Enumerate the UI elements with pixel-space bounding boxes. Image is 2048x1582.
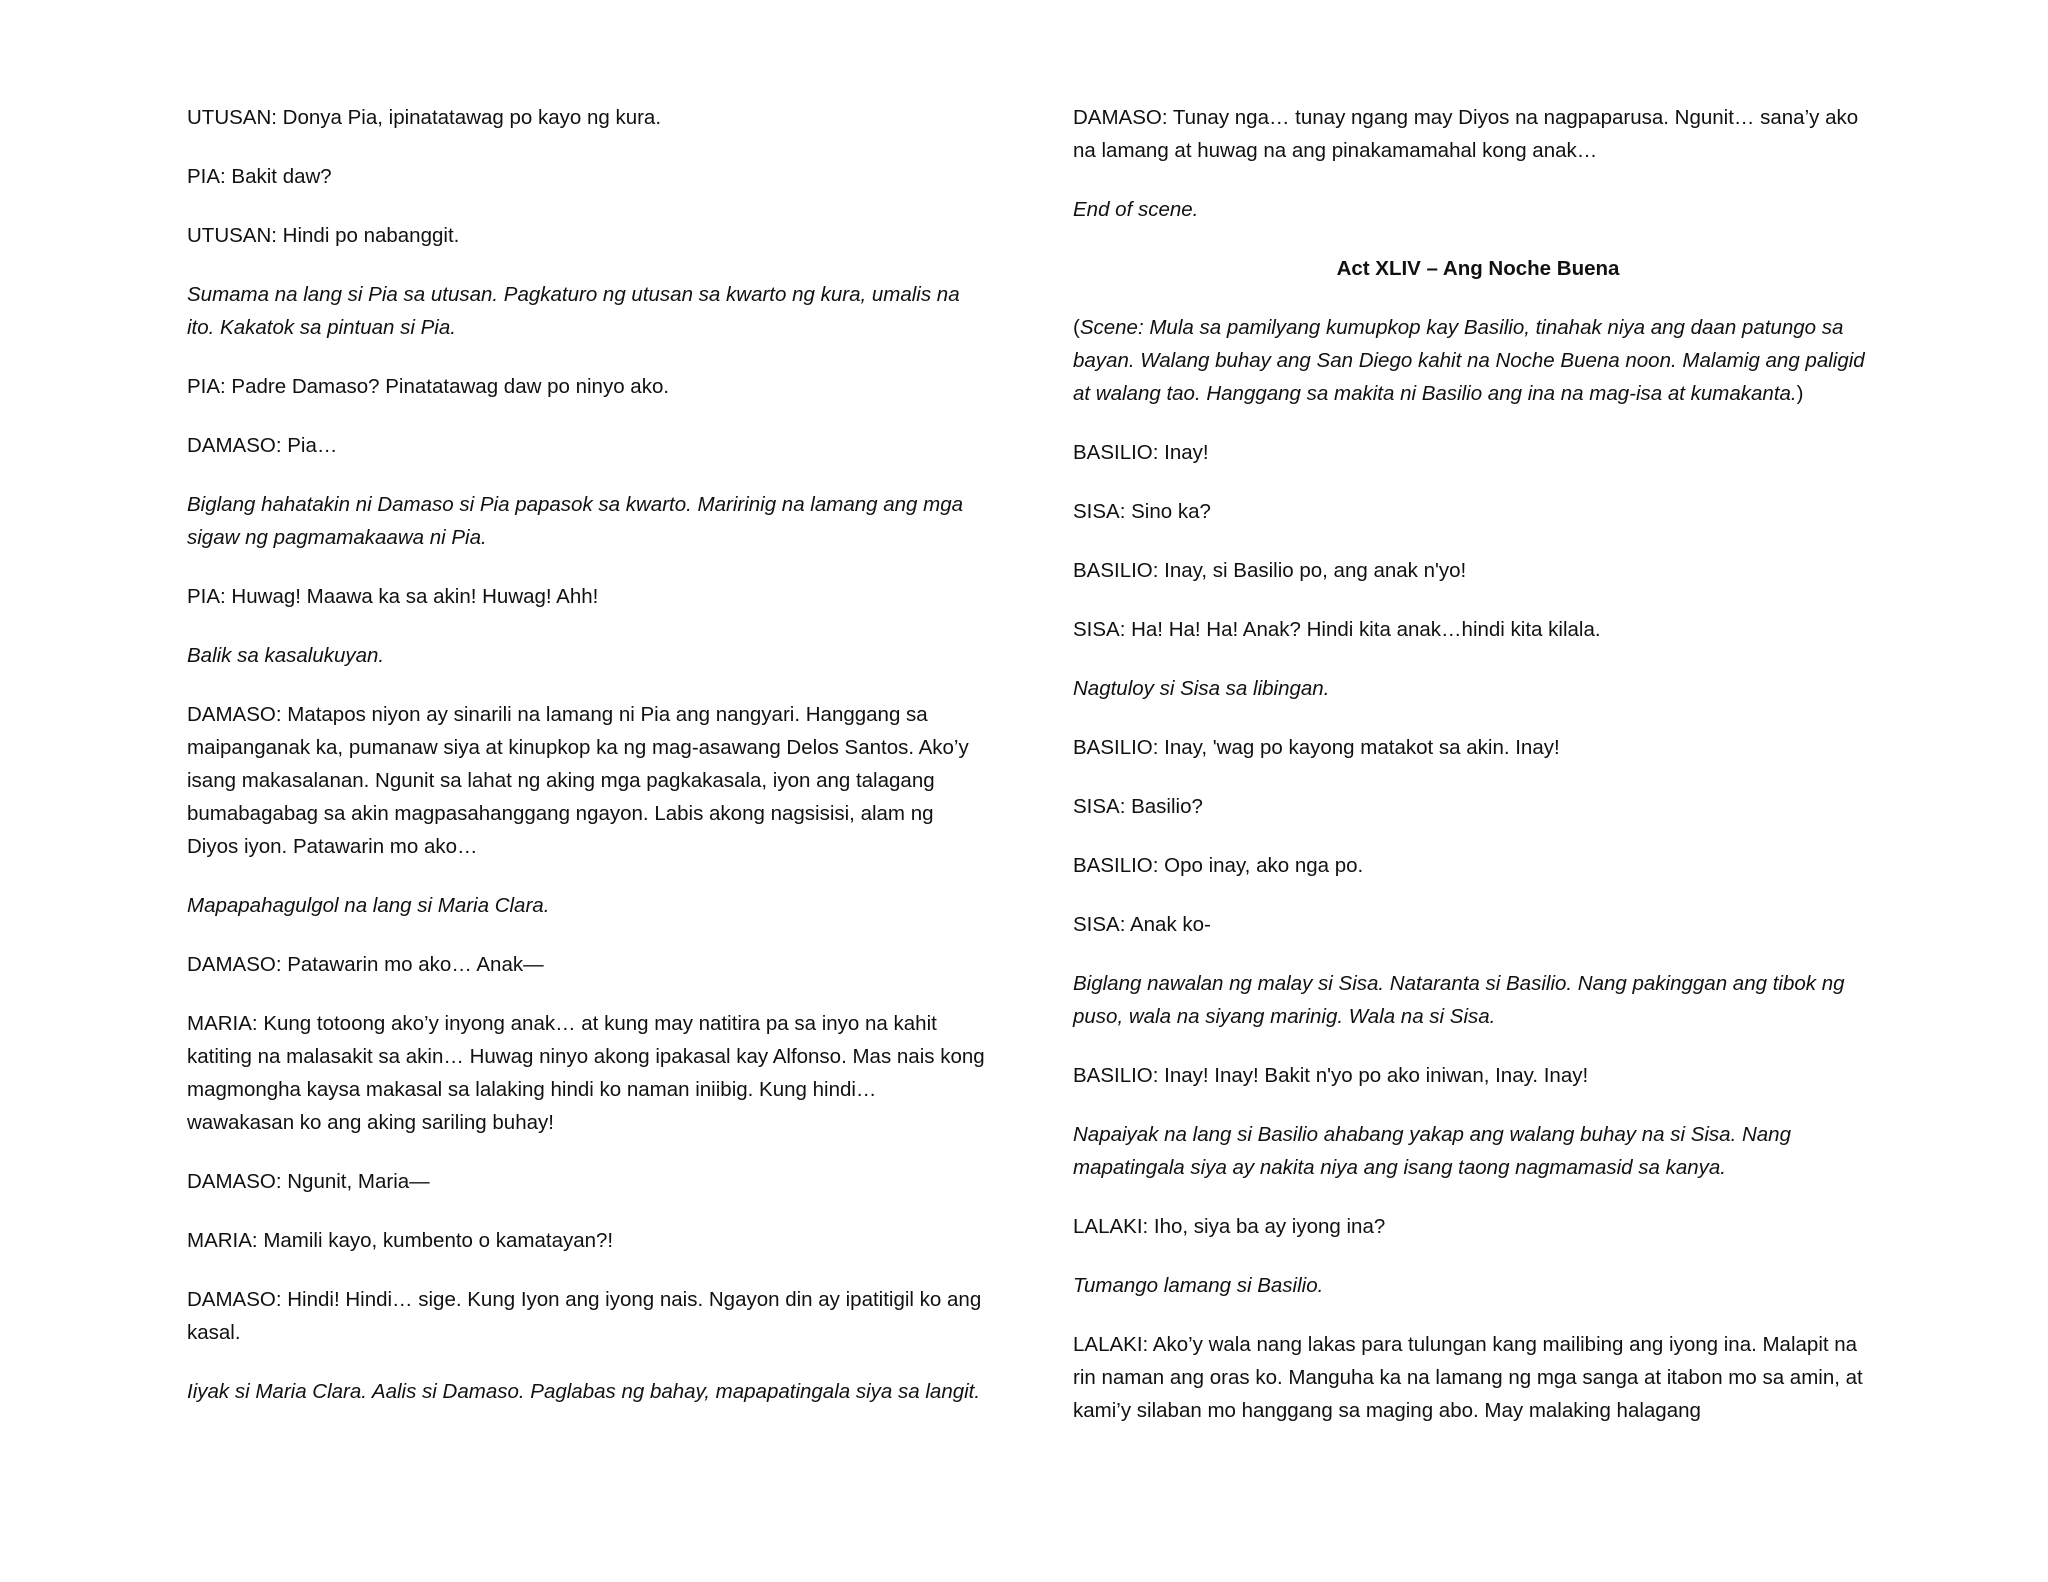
script-line: BASILIO: Opo inay, ako nga po. <box>1073 854 1364 877</box>
script-line: DAMASO: Matapos niyon ay sinarili na lamang ni Pia ang nangyari. Hanggang sa maipanganak ka, pumanaw siya at kinupkop ka ng mag-asawang Delos Santos. Ako’y isang makasalanan. Ngunit sa lahat ng aking mga pagkakasala, iyon ang talagang bumabagabag sa akin magpasahanggang ngayon. Labis akong nagsisisi, alam ng Diyos iyon. Patawarin mo ako… <box>187 703 969 858</box>
script-line: SISA: Sino ka? <box>1073 500 1211 523</box>
stage-direction: Balik sa kasalukuyan. <box>187 644 385 667</box>
stage-direction: Biglang nawalan ng malay si Sisa. Nataranta si Basilio. Nang pakinggan ang tibok ng puso, wala na siyang marinig. Wala na si Sisa. <box>1073 972 1845 1028</box>
script-line: SISA: Anak ko- <box>1073 913 1211 936</box>
script-line: PIA: Huwag! Maawa ka sa akin! Huwag! Ahh! <box>187 585 599 608</box>
stage-direction: End of scene. <box>1073 198 1199 221</box>
script-line: DAMASO: Pia… <box>187 434 338 457</box>
scene-open-paren: ( <box>1073 316 1080 339</box>
script-line: LALAKI: Ako’y wala nang lakas para tulungan kang mailibing ang iyong ina. Malapit na rin naman ang oras ko. Manguha ka na lamang ng mga sanga at itabon mo sa amin, at kami’y silaban mo hanggang sa maging abo. May malaking halagang <box>1073 1333 1863 1422</box>
script-line: PIA: Padre Damaso? Pinatatawag daw po ninyo ako. <box>187 375 670 398</box>
right-column <box>1073 101 1883 1453</box>
left-column <box>187 101 987 1434</box>
stage-direction: Sumama na lang si Pia sa utusan. Pagkaturo ng utusan sa kwarto ng kura, umalis na ito. Kakatok sa pintuan si Pia. <box>187 283 960 339</box>
script-line: BASILIO: Inay, 'wag po kayong matakot sa akin. Inay! <box>1073 736 1560 759</box>
scene-close-paren: ) <box>1796 382 1804 405</box>
stage-direction: Biglang hahatakin ni Damaso si Pia papasok sa kwarto. Maririnig na lamang ang mga sigaw ng pagmamakaawa ni Pia. <box>187 493 964 549</box>
script-line: DAMASO: Hindi! Hindi… sige. Kung Iyon ang iyong nais. Ngayon din ay ipatitigil ko ang kasal. <box>187 1288 982 1344</box>
script-line: DAMASO: Ngunit, Maria— <box>187 1170 430 1193</box>
stage-direction: Mapapahagulgol na lang si Maria Clara. <box>187 894 550 917</box>
script-line: MARIA: Mamili kayo, kumbento o kamatayan?! <box>187 1229 614 1252</box>
script-line: BASILIO: Inay! Inay! Bakit n'yo po ako iniwan, Inay. Inay! <box>1073 1064 1589 1087</box>
script-line: MARIA: Kung totoong ako’y inyong anak… at kung may natitira pa sa inyo na kahit katiting na malasakit sa akin… Huwag ninyo akong ipakasal kay Alfonso. Mas nais kong magmongha kaysa makasal sa lalaking hindi ko naman iniibig. Kung hindi… wawakasan ko ang aking sariling buhay! <box>187 1012 985 1134</box>
script-line: DAMASO: Tunay nga… tunay ngang may Diyos na nagpaparusa. Ngunit… sana’y ako na lamang at huwag na ang pinakamamahal kong anak… <box>1073 106 1859 162</box>
scene-description <box>1073 311 1883 410</box>
act-heading: Act XLIV – Ang Noche Buena <box>1336 257 1620 280</box>
script-line: PIA: Bakit daw? <box>187 165 332 188</box>
script-line: UTUSAN: Hindi po nabanggit. <box>187 224 460 247</box>
script-line: BASILIO: Inay! <box>1073 441 1209 464</box>
script-line: SISA: Basilio? <box>1073 795 1203 818</box>
script-line: BASILIO: Inay, si Basilio po, ang anak n'yo! <box>1073 559 1467 582</box>
stage-direction: Tumango lamang si Basilio. <box>1073 1274 1324 1297</box>
stage-direction: Napaiyak na lang si Basilio ahabang yakap ang walang buhay na si Sisa. Nang mapatingala siya ay nakita niya ang isang taong nagmamasid sa kanya. <box>1073 1123 1791 1179</box>
script-line: DAMASO: Patawarin mo ako… Anak— <box>187 953 544 976</box>
scene-text: Scene: Mula sa pamilyang kumupkop kay Basilio, tinahak niya ang daan patungo sa bayan. Walang buhay ang San Diego kahit na Noche Buena noon. Malamig ang paligid at walang tao. Hanggang sa makita ni Basilio ang ina na mag-isa at kumakanta. <box>1073 316 1865 405</box>
stage-direction: Nagtuloy si Sisa sa libingan. <box>1073 677 1330 700</box>
script-line: UTUSAN: Donya Pia, ipinatatawag po kayo ng kura. <box>187 106 662 129</box>
script-line: SISA: Ha! Ha! Ha! Anak? Hindi kita anak…hindi kita kilala. <box>1073 618 1601 641</box>
script-line: LALAKI: Iho, siya ba ay iyong ina? <box>1073 1215 1386 1238</box>
stage-direction: Iiyak si Maria Clara. Aalis si Damaso. Paglabas ng bahay, mapapatingala siya sa langit. <box>187 1380 981 1403</box>
